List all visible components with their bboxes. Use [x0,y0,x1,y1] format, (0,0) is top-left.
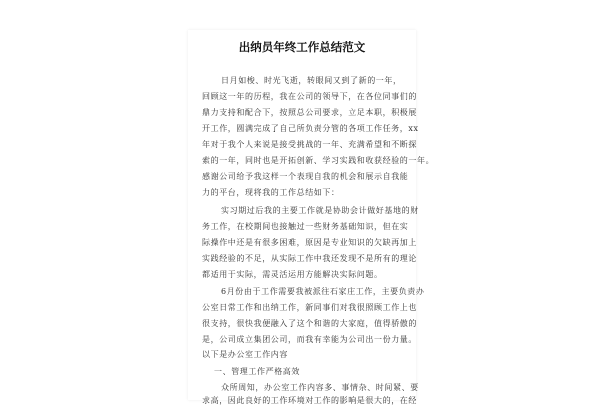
document-line: 很支持，很快我便融入了这个和谐的大家庭，值得骄傲的 [202,319,417,328]
document-line: 际操作中还是有很多困难，原因是专业知识的欠缺再加上 [202,238,417,247]
document-line: 力的平台，现将我的工作总结如下： [202,188,340,197]
document-line: 公室日常工作和出纳工作，新同事们对我很照顾工作上也 [202,303,417,312]
document-line: 日月如梭、时光飞逝，转眼间又到了新的一年， [221,76,402,85]
document-line: 一、管理工作严格高效 [214,367,300,376]
document-line: 求高，因此良好的工作环境对工作的影响是很大的，在经 [202,396,417,405]
document-line: 以下是办公室工作内容 [202,350,288,359]
document-line: 务工作，在校期间也接触过一些财务基础知识，但在实 [202,222,409,231]
document-line: 都适用于实际，需灵活运用方能解决实际问题。 [202,270,383,279]
document-line: 回顾这一年的历程，我在公司的领导下，在各位同事们的 [202,92,417,101]
document-line: 年对于我个人来说是接受挑战的一年、充满希望和不断探 [202,140,417,149]
document-line: 是，公司成立集团公司，而我有幸能为公司出一份力量。 [202,335,417,344]
document-line: 索的一年，同时也是开拓创新、学习实践和收获经验的一年。 [202,156,435,165]
document-line: 开工作，圆满完成了自己所负责分管的各项工作任务，xx [202,124,419,133]
document-line: 鼎力支持和配合下，按照总公司要求，立足本职，积极展 [202,108,417,117]
document-line: 实践经验的不足，从实际工作中我还发现不是所有的理论 [202,254,417,263]
document-line: 6月份由于工作需要我被派往石家庄工作，主要负责办 [221,287,425,296]
document-title: 出纳员年终工作总结范文 [238,40,366,54]
document-line: 众所周知，办公室工作内容多、事情杂、时间紧、要 [221,383,419,392]
document-line: 感谢公司给予我这样一个表现自我的机会和展示自我能 [202,172,409,181]
document-line: 实习期过后我的主要工作就是协助会计做好基地的财 [221,206,419,215]
